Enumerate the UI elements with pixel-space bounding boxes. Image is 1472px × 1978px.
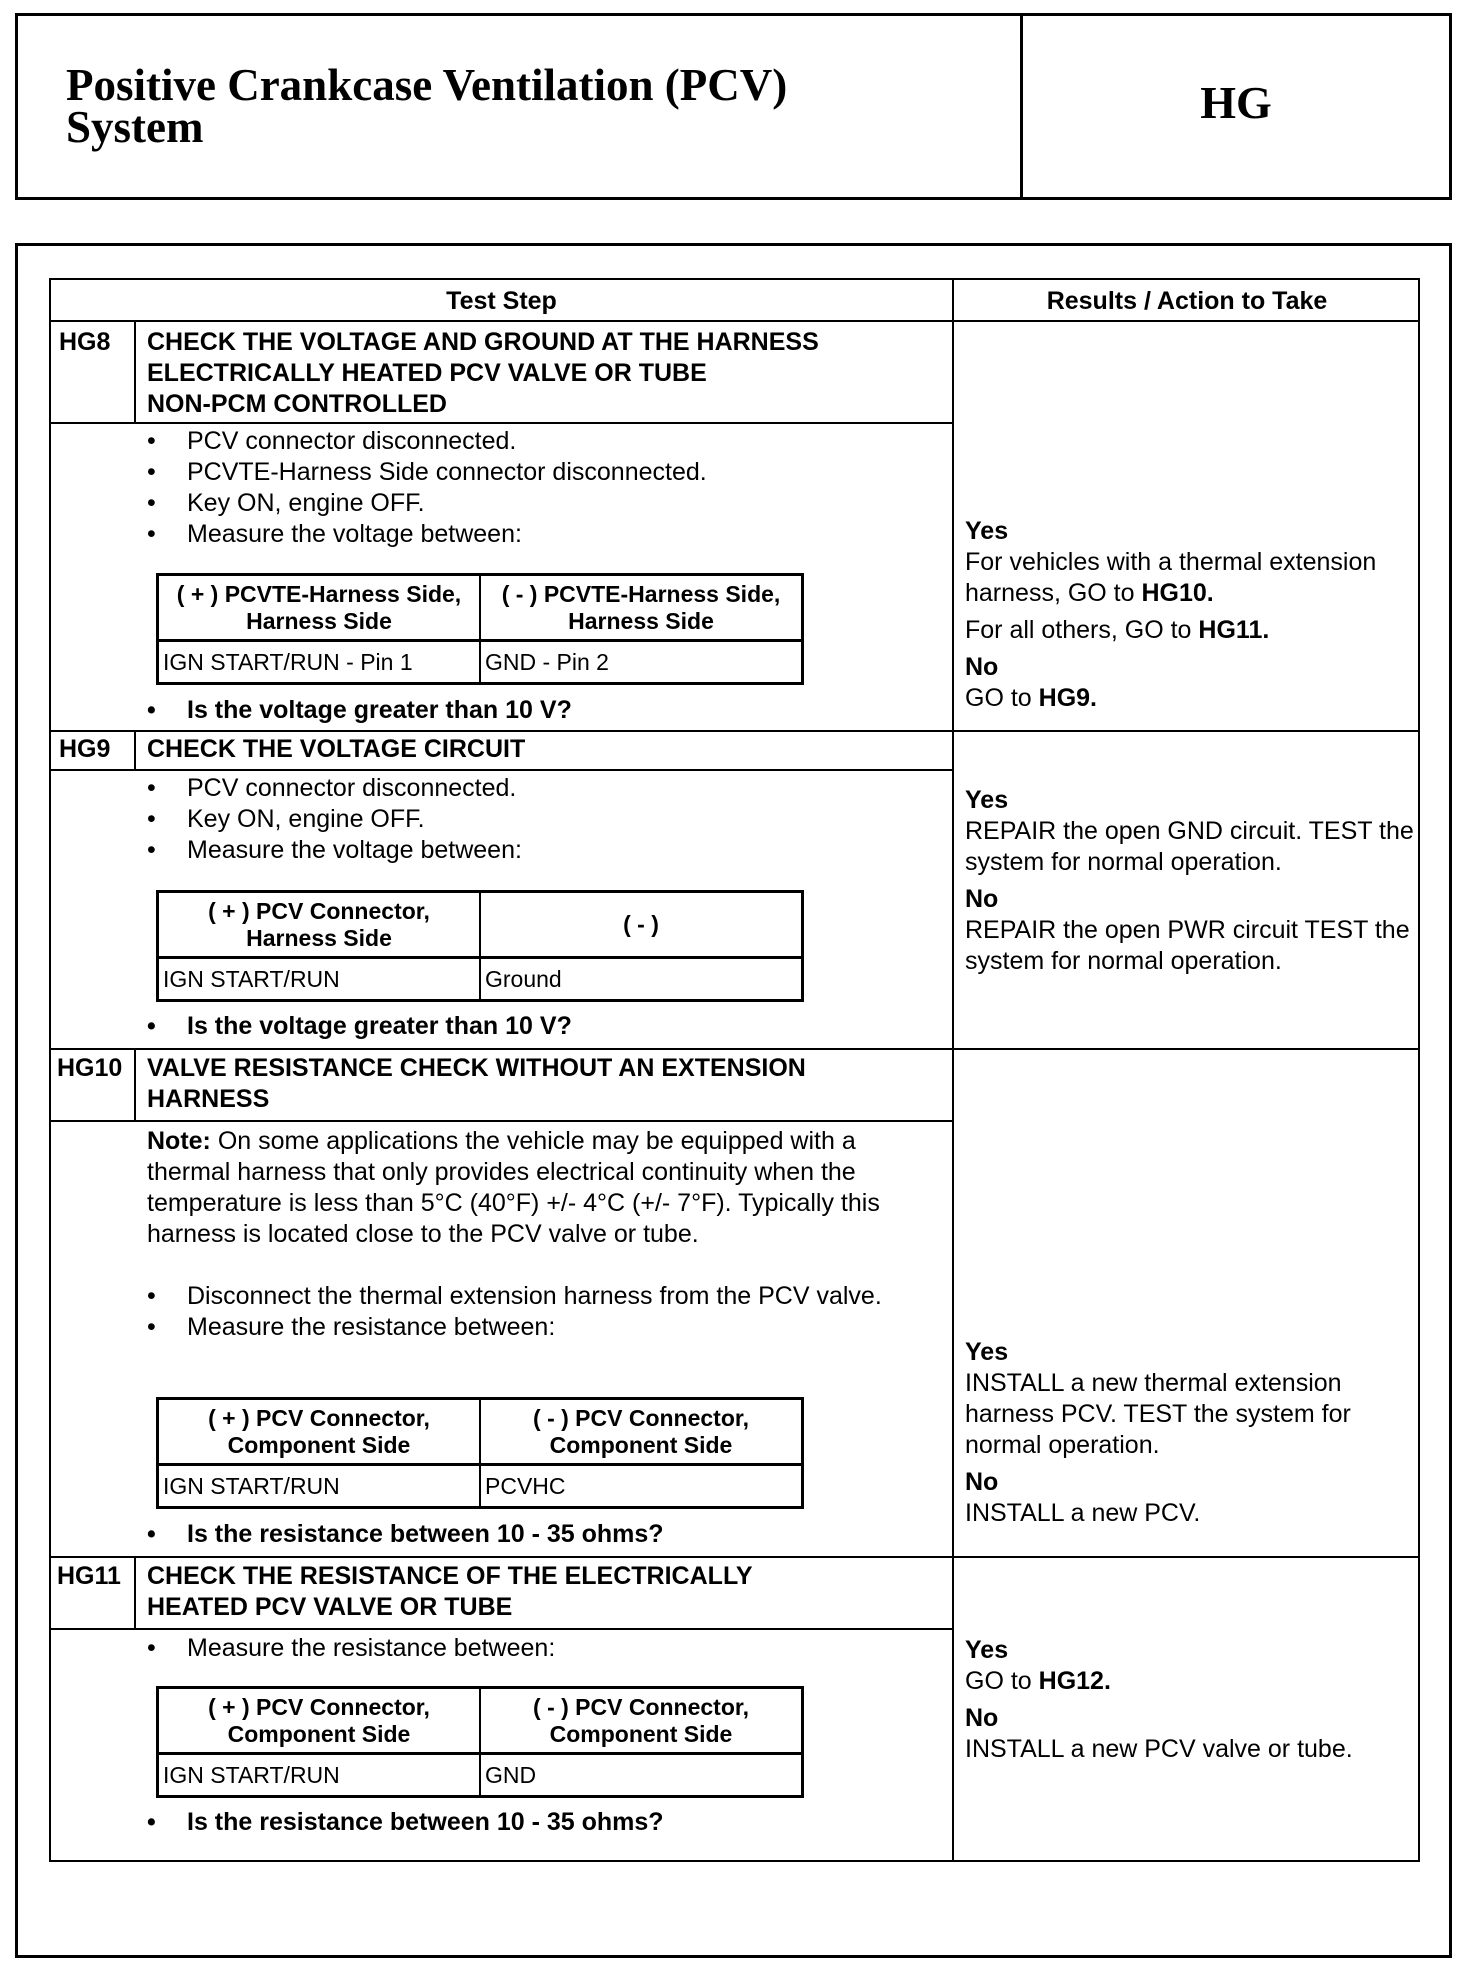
results bbox=[965, 785, 1415, 977]
row-rule bbox=[51, 1556, 1420, 1558]
step-bullets bbox=[147, 426, 707, 550]
no-label: No bbox=[965, 1704, 999, 1732]
meas-header-negative: ( - ) PCV Connector, Component Side bbox=[533, 1693, 749, 1747]
yes-label: Yes bbox=[965, 517, 1009, 545]
title-line: HARNESS bbox=[147, 1085, 270, 1113]
measurement-table bbox=[156, 573, 804, 685]
bullet: • PCVTE-Harness Side connector disconnected. bbox=[147, 457, 707, 488]
bullet: • Key ON, engine OFF. bbox=[147, 804, 522, 835]
yes-text: INSTALL a new thermal extension harness PCV. TEST the system for normal operation. bbox=[965, 1369, 1351, 1459]
id-divider bbox=[134, 730, 136, 769]
title-line: CHECK THE RESISTANCE OF THE ELECTRICALLY bbox=[147, 1562, 753, 1590]
step-title bbox=[147, 1053, 806, 1115]
row-rule bbox=[51, 1120, 952, 1122]
bullet: • Measure the resistance between: bbox=[147, 1633, 555, 1664]
step-link[interactable]: HG11. bbox=[1198, 616, 1270, 644]
meas-header-positive: ( + ) PCV Connector, Component Side bbox=[159, 1400, 481, 1463]
page-title bbox=[66, 60, 788, 152]
step-title: CHECK THE VOLTAGE CIRCUIT bbox=[147, 735, 526, 763]
step-id: HG11 bbox=[57, 1562, 121, 1590]
meas-cell: GND - Pin 2 bbox=[485, 649, 609, 675]
bullet: • PCV connector disconnected. bbox=[147, 426, 707, 457]
no-text: INSTALL a new PCV valve or tube. bbox=[965, 1735, 1353, 1763]
id-divider bbox=[134, 1048, 136, 1120]
step-link[interactable]: HG12. bbox=[1038, 1667, 1111, 1695]
page-header bbox=[15, 13, 1452, 200]
yes-text: REPAIR the open GND circuit. TEST the system for normal operation. bbox=[965, 817, 1414, 876]
row-rule bbox=[51, 422, 952, 424]
row-rule bbox=[51, 730, 1420, 732]
no-label: No bbox=[965, 885, 999, 913]
step-title bbox=[147, 327, 819, 420]
meas-header-negative: ( - ) PCV Connector, Component Side bbox=[533, 1404, 749, 1458]
note-label: Note: bbox=[147, 1127, 211, 1155]
results bbox=[965, 1635, 1415, 1765]
step-id: HG9 bbox=[59, 735, 111, 763]
bullet: • Measure the resistance between: bbox=[147, 1312, 937, 1343]
col-results: Results / Action to Take bbox=[1046, 287, 1328, 315]
step-question bbox=[147, 695, 572, 726]
question: • Is the resistance between 10 - 35 ohms? bbox=[147, 1807, 664, 1838]
no-text: REPAIR the open PWR circuit TEST the system for normal operation. bbox=[965, 916, 1410, 975]
title-line-2: System bbox=[66, 102, 204, 152]
meas-header-positive: ( + ) PCV Connector, Harness Side bbox=[159, 893, 481, 956]
bullet: • Disconnect the thermal extension harness from the PCV valve. bbox=[147, 1281, 937, 1312]
step-title bbox=[147, 1561, 753, 1623]
step-bullets bbox=[147, 1281, 937, 1343]
column-divider bbox=[952, 280, 954, 1862]
question: • Is the voltage greater than 10 V? bbox=[147, 695, 572, 726]
meas-cell: IGN START/RUN bbox=[159, 1755, 481, 1795]
row-rule bbox=[51, 1048, 1420, 1050]
yes-text: For vehicles with a thermal extension harness, GO to bbox=[965, 548, 1377, 607]
yes-label: Yes bbox=[965, 786, 1009, 814]
measurement-table bbox=[156, 890, 804, 1002]
bullet: • Measure the voltage between: bbox=[147, 519, 707, 550]
yes-text: GO to bbox=[965, 1667, 1032, 1695]
no-text: GO to bbox=[965, 684, 1032, 712]
note-text: On some applications the vehicle may be equipped with a thermal harness that only provides electrical continuity when the temperature is less than 5°C (40°F) +/- 4°C (+/- 7°F). Typically this harness is located close to the PCV valve or tube. bbox=[147, 1127, 880, 1248]
step-id: HG8 bbox=[59, 328, 111, 356]
section-code: HG bbox=[1200, 77, 1272, 128]
question: • Is the voltage greater than 10 V? bbox=[147, 1011, 572, 1042]
meas-header-negative: ( - ) bbox=[623, 911, 659, 937]
step-link[interactable]: HG9. bbox=[1038, 684, 1097, 712]
results bbox=[965, 516, 1415, 714]
title-line: VALVE RESISTANCE CHECK WITHOUT AN EXTENSION bbox=[147, 1054, 806, 1082]
meas-header-positive: ( + ) PCVTE-Harness Side, Harness Side bbox=[159, 576, 481, 639]
question: • Is the resistance between 10 - 35 ohms? bbox=[147, 1519, 664, 1550]
bullet: • Measure the voltage between: bbox=[147, 835, 522, 866]
col-test-step: Test Step bbox=[446, 287, 557, 315]
id-divider bbox=[134, 1556, 136, 1628]
test-table bbox=[49, 278, 1420, 1862]
step-bullets bbox=[147, 1633, 555, 1664]
results bbox=[965, 1337, 1415, 1529]
title-line: CHECK THE VOLTAGE AND GROUND AT THE HARNESS bbox=[147, 328, 819, 356]
step-bullets bbox=[147, 773, 522, 866]
title-line: HEATED PCV VALVE OR TUBE bbox=[147, 1593, 513, 1621]
yes-label: Yes bbox=[965, 1636, 1009, 1664]
meas-header-negative: ( - ) PCVTE-Harness Side, Harness Side bbox=[501, 580, 781, 634]
meas-header-positive: ( + ) PCV Connector, Component Side bbox=[159, 1689, 481, 1752]
step-link[interactable]: HG10. bbox=[1141, 579, 1214, 607]
meas-cell: IGN START/RUN - Pin 1 bbox=[159, 642, 481, 682]
header-rule bbox=[51, 320, 1420, 322]
meas-cell: IGN START/RUN bbox=[159, 1466, 481, 1506]
meas-cell: IGN START/RUN bbox=[159, 959, 481, 999]
title-line: NON-PCM CONTROLLED bbox=[147, 390, 447, 418]
row-rule bbox=[51, 769, 952, 771]
yes-label: Yes bbox=[965, 1338, 1009, 1366]
meas-cell: GND bbox=[485, 1762, 537, 1788]
measurement-table bbox=[156, 1397, 804, 1509]
bullet: • PCV connector disconnected. bbox=[147, 773, 522, 804]
measurement-table bbox=[156, 1686, 804, 1798]
meas-cell: Ground bbox=[485, 966, 562, 992]
step-question bbox=[147, 1011, 572, 1042]
title-line-1: Positive Crankcase Ventilation (PCV) bbox=[66, 60, 788, 110]
title-line: ELECTRICALLY HEATED PCV VALVE OR TUBE bbox=[147, 359, 707, 387]
yes-text: For all others, GO to bbox=[965, 616, 1192, 644]
row-rule bbox=[51, 1628, 952, 1630]
step-id: HG10 bbox=[57, 1054, 123, 1082]
step-question bbox=[147, 1519, 664, 1550]
meas-cell: PCVHC bbox=[485, 1473, 566, 1499]
note bbox=[147, 1126, 937, 1250]
bullet: • Key ON, engine OFF. bbox=[147, 488, 707, 519]
step-question bbox=[147, 1807, 664, 1838]
no-text: INSTALL a new PCV. bbox=[965, 1499, 1201, 1527]
no-label: No bbox=[965, 653, 999, 681]
no-label: No bbox=[965, 1468, 999, 1496]
id-divider bbox=[134, 320, 136, 422]
